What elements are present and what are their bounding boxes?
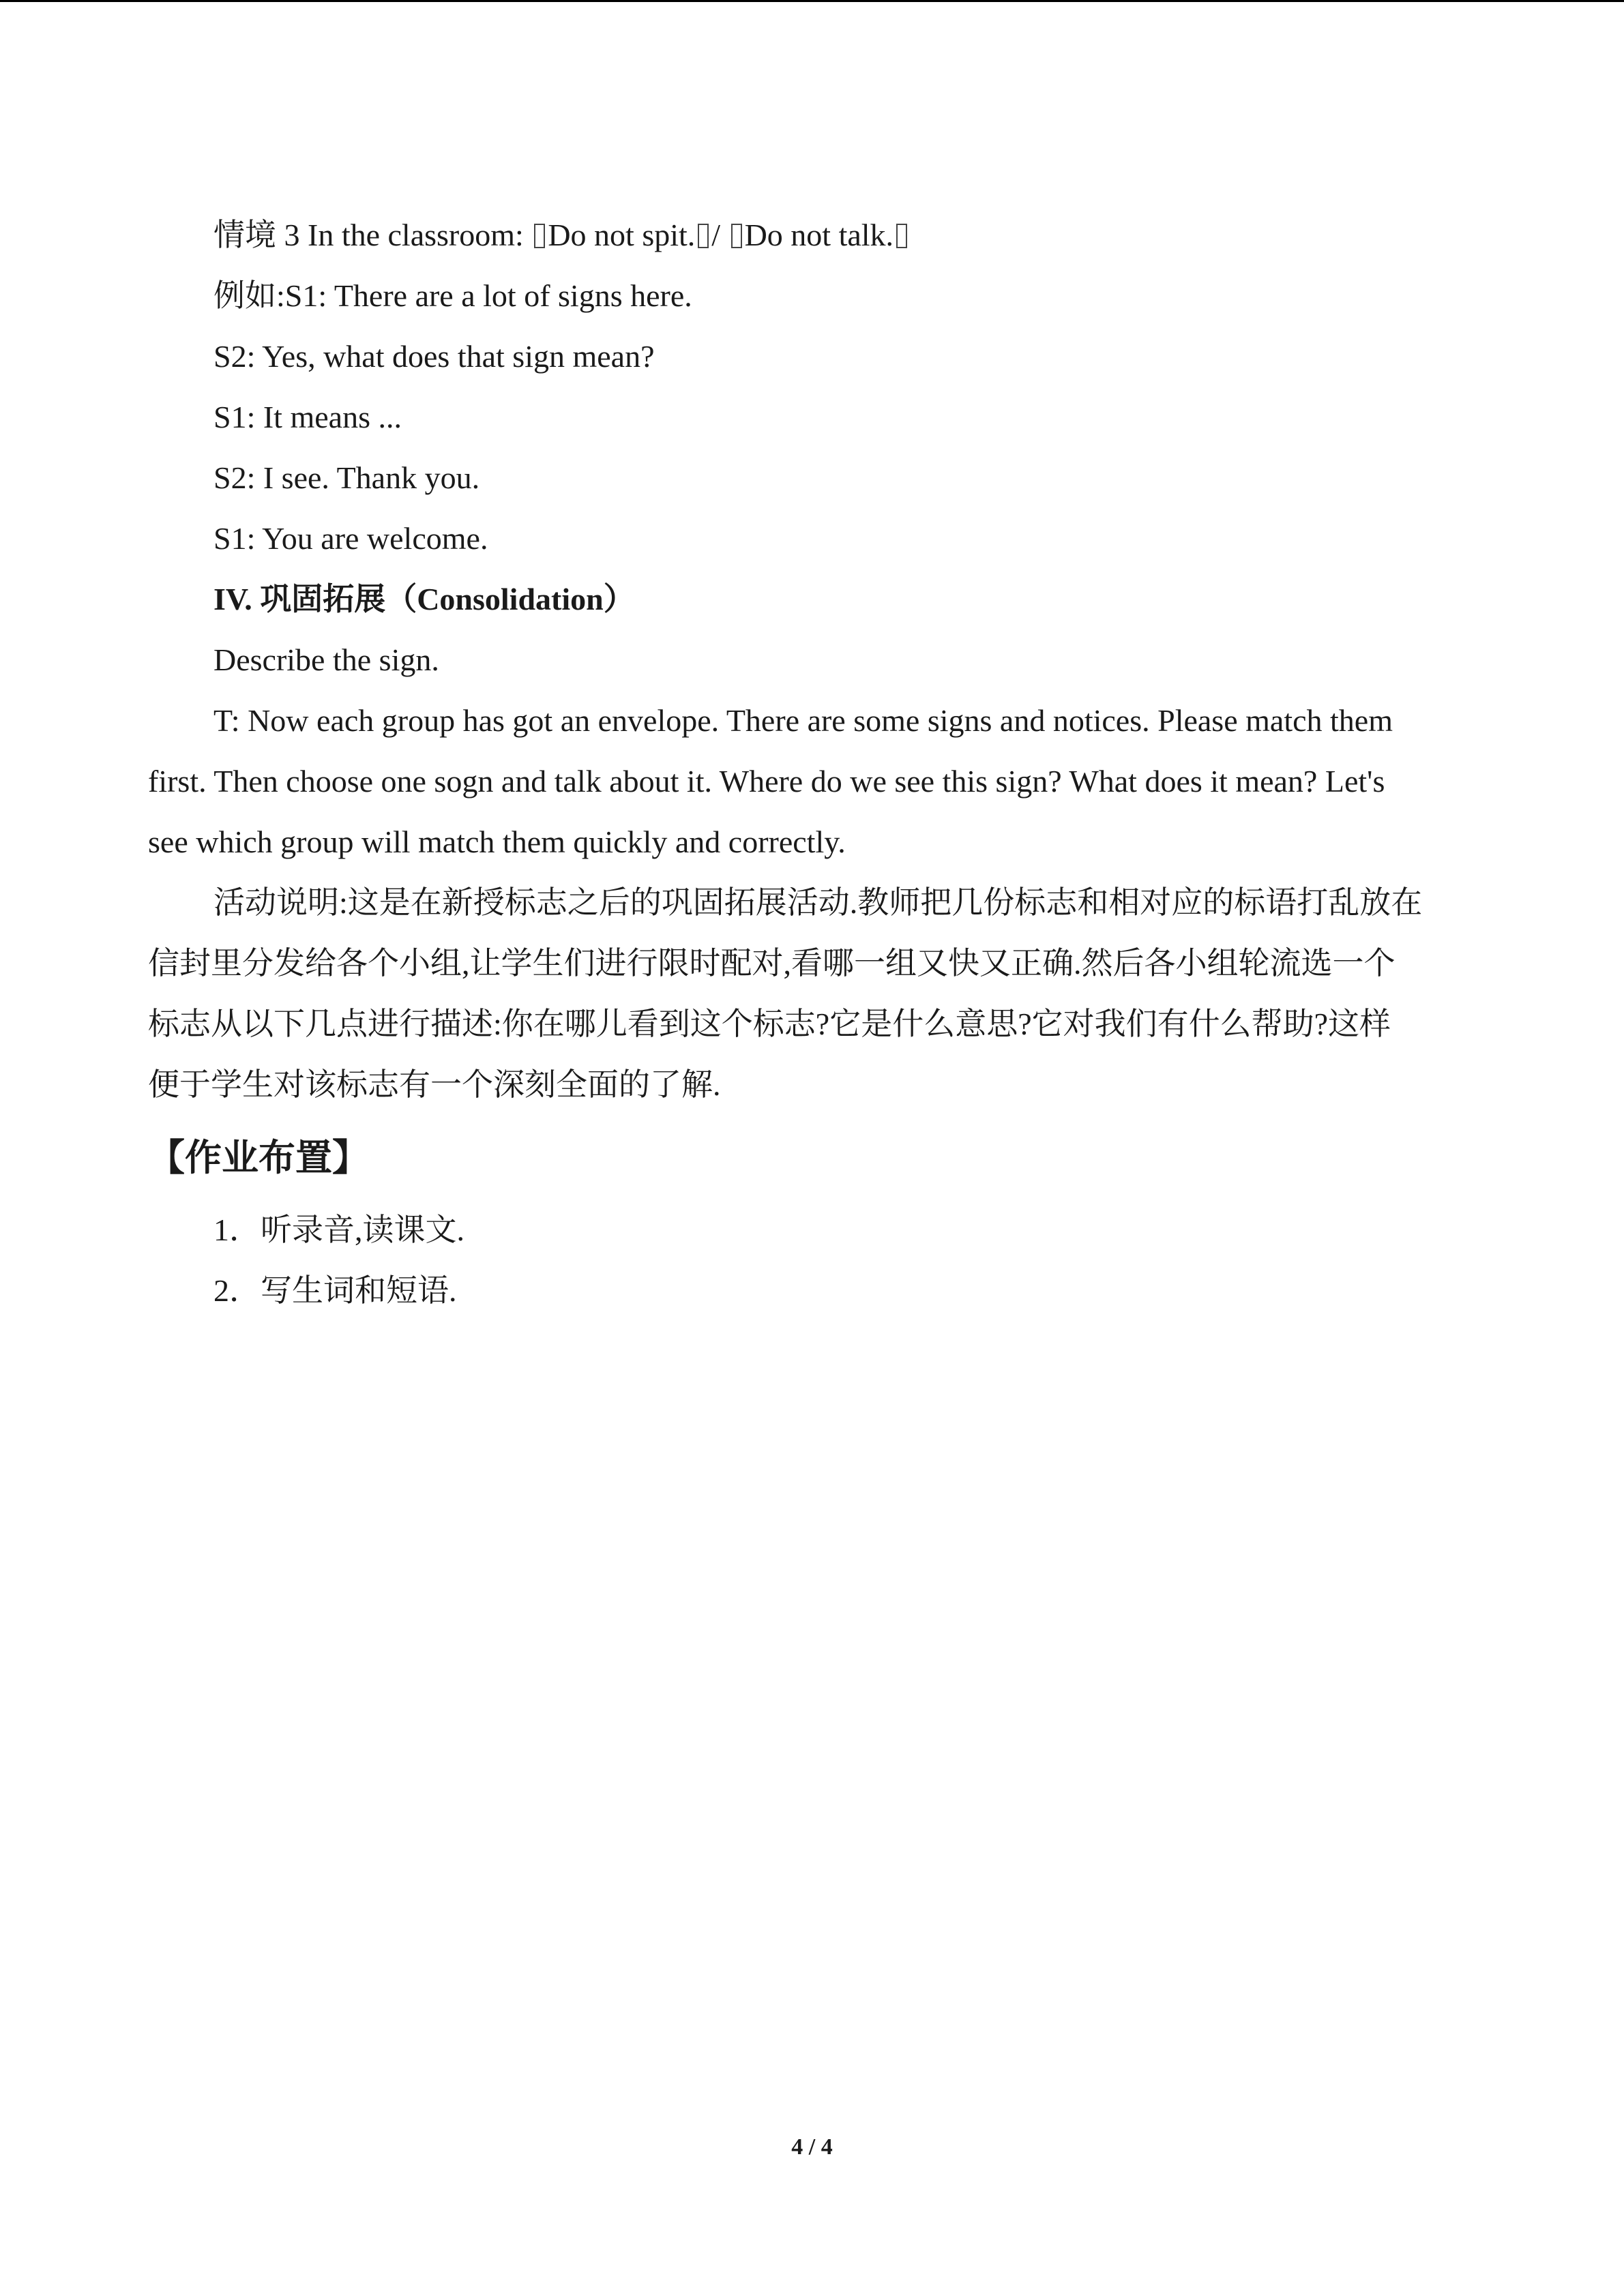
homework-heading: 【作业布置】 <box>148 1136 369 1179</box>
example-line: S2: Yes, what does that sign mean? <box>213 339 655 374</box>
teacher-paragraph-line-3: see which group will match them quickly and correctly. <box>148 824 846 859</box>
scenario-quote-1: Do not spit. <box>548 218 696 252</box>
section-heading-consolidation: IV. 巩固拓展（Consolidation） <box>213 582 635 616</box>
describe-sign-line: Describe the sign. <box>213 642 439 677</box>
homework-item-2: 2．写生词和短语. <box>213 1273 457 1308</box>
top-border-line <box>0 0 1624 2</box>
scenario-quote-2: Do not talk. <box>744 218 894 252</box>
homework-item-1: 1．听录音,读课文. <box>213 1212 464 1247</box>
activity-paragraph-line-4: 便于学生对该标志有一个深刻全面的了解. <box>148 1067 721 1102</box>
example-line: 例如:S1: There are a lot of signs here. <box>213 278 692 313</box>
activity-paragraph-line-1: 活动说明:这是在新授标志之后的巩固拓展活动.教师把几份标志和相对应的标语打乱放在 <box>213 885 1423 920</box>
document-body <box>148 205 1478 1321</box>
missing-glyph-box-icon <box>731 224 742 248</box>
missing-glyph-box-icon <box>534 224 545 248</box>
activity-paragraph-line-3: 标志从以下几点进行描述:你在哪儿看到这个标志?它是什么意思?它对我们有什么帮助?这样 <box>148 1007 1391 1041</box>
scenario-line <box>148 205 1478 265</box>
example-line: S1: You are welcome. <box>213 521 488 556</box>
example-line: S1: It means ... <box>213 400 402 434</box>
page-number: 4 / 4 <box>791 2134 833 2160</box>
scenario-separator: / <box>711 218 721 252</box>
scenario-prefix: 情境 3 In the classroom: <box>213 218 532 252</box>
missing-glyph-box-icon <box>698 224 709 248</box>
teacher-paragraph-line-2: first. Then choose one sogn and talk about it. Where do we see this sign? What does it mean? Let's <box>148 764 1385 799</box>
activity-paragraph-line-2: 信封里分发给各个小组,让学生们进行限时配对,看哪一组又快又正确.然后各小组轮流选一个 <box>148 946 1396 981</box>
example-line: S2: I see. Thank you. <box>213 460 480 495</box>
missing-glyph-box-icon <box>896 224 907 248</box>
teacher-paragraph-line-1: T: Now each group has got an envelope. There are some signs and notices. Please match them <box>213 703 1393 738</box>
